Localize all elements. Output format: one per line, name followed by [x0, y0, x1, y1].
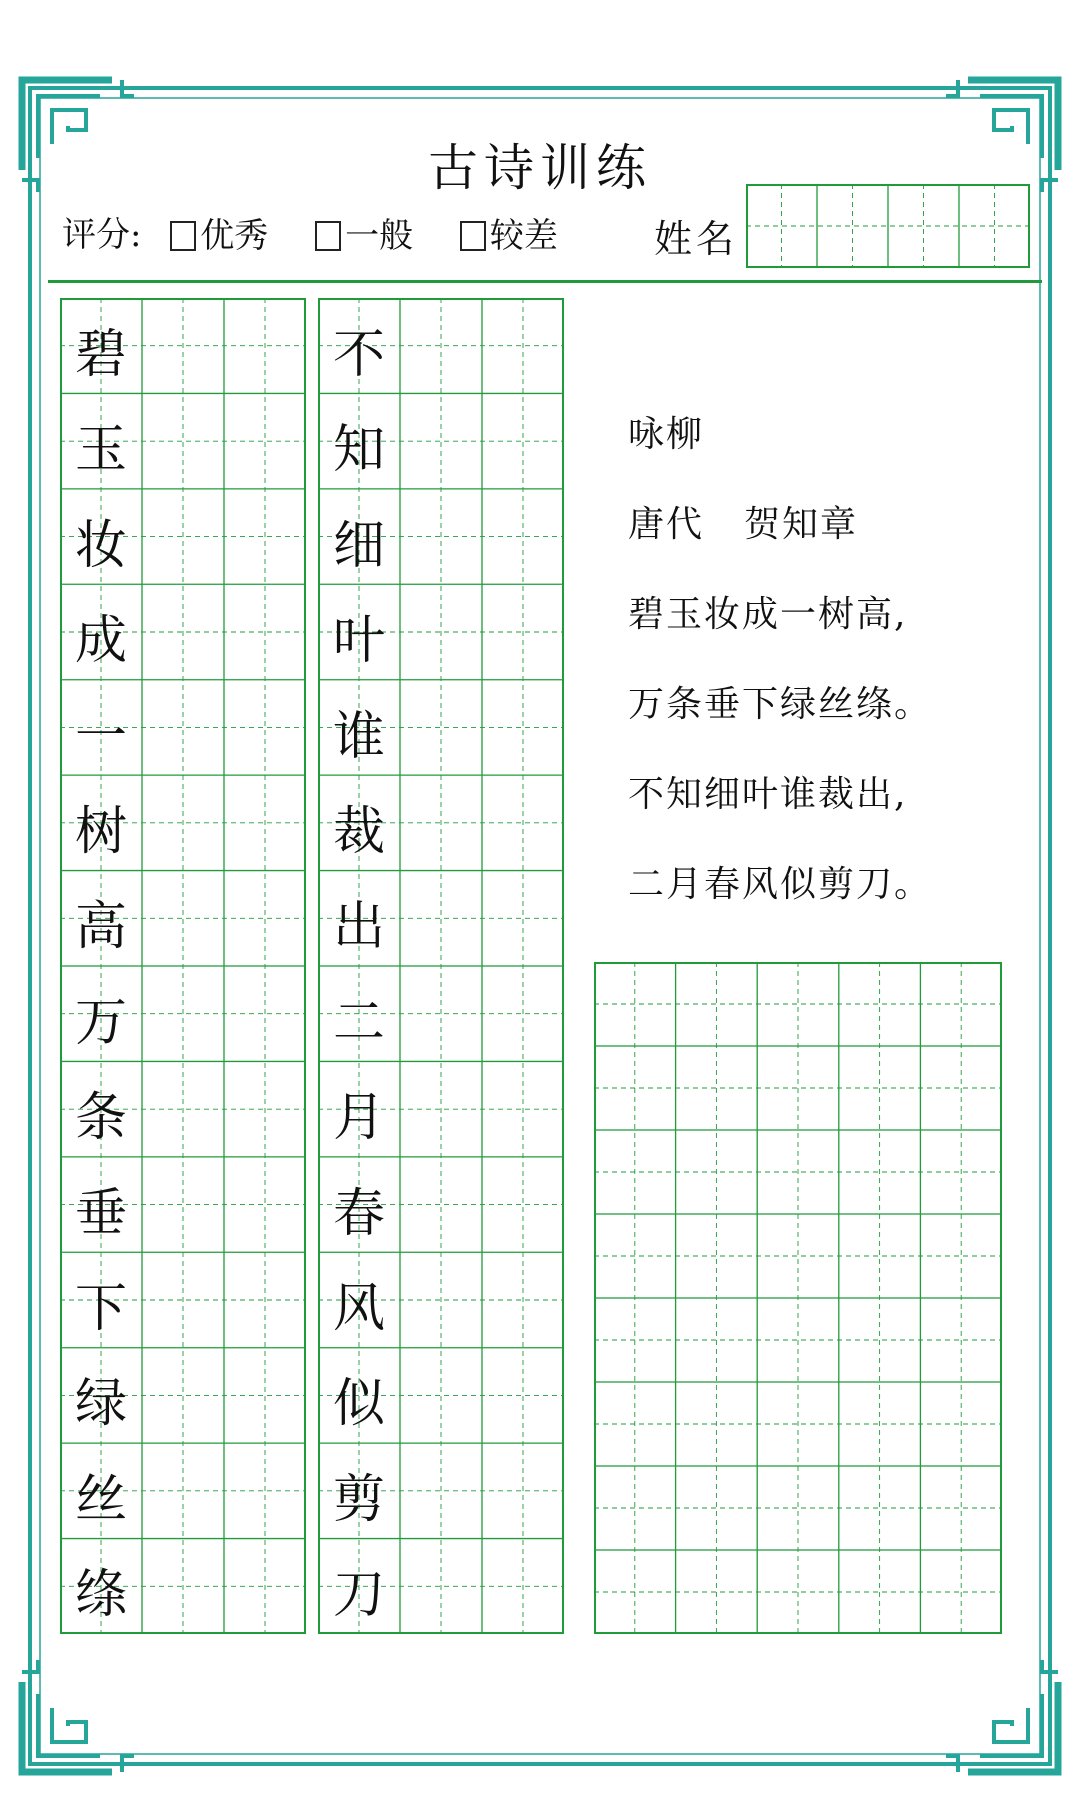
- model-character: 条: [74, 1088, 127, 1149]
- model-character: 玉: [74, 420, 127, 481]
- model-character: 绦: [74, 1565, 127, 1626]
- model-character: 丝: [74, 1469, 127, 1530]
- rating-option-poor[interactable]: 较差: [460, 211, 558, 259]
- checkbox-icon[interactable]: [315, 221, 341, 251]
- model-character: 下: [74, 1279, 127, 1339]
- poem-line: 二月春风似剪刀。: [628, 864, 933, 905]
- model-character: 谁: [332, 706, 385, 767]
- model-character: 剪: [332, 1469, 385, 1530]
- model-character: 出: [332, 897, 385, 958]
- practice-grid-right[interactable]: [594, 962, 1002, 1634]
- model-character: 似: [332, 1374, 385, 1435]
- header-divider: [48, 280, 1042, 283]
- rating-option-average[interactable]: 一般: [315, 211, 413, 259]
- model-character: 裁: [332, 802, 385, 862]
- worksheet-title: 古诗训练: [428, 139, 652, 197]
- model-character: 叶: [332, 611, 385, 672]
- checkbox-icon[interactable]: [460, 221, 486, 251]
- poem-author: 贺知章: [744, 504, 859, 545]
- model-character: 成: [74, 611, 127, 672]
- name-input-grid[interactable]: [746, 184, 1030, 268]
- model-character: 万: [74, 992, 127, 1053]
- rating-option-excellent[interactable]: 优秀: [170, 211, 268, 259]
- name-label: 姓名: [654, 217, 739, 261]
- model-character: 碧: [74, 325, 127, 385]
- poem-dynasty: 唐代: [628, 504, 705, 545]
- model-character: 知: [332, 420, 385, 481]
- checkbox-icon[interactable]: [170, 221, 196, 251]
- model-character: 树: [74, 802, 127, 862]
- model-character: 妆: [74, 515, 127, 576]
- rating-row: [62, 210, 594, 256]
- model-character: 垂: [74, 1183, 127, 1244]
- model-character: 绿: [74, 1374, 127, 1435]
- model-character: 风: [332, 1279, 385, 1339]
- model-character: 刀: [332, 1565, 385, 1626]
- poem-title: 咏柳: [628, 414, 705, 455]
- poem-byline: [628, 496, 858, 547]
- model-character: 月: [332, 1088, 385, 1149]
- model-character: 二: [332, 992, 385, 1053]
- model-character: 不: [332, 325, 385, 385]
- model-character: 细: [332, 515, 385, 576]
- rating-label: 评分:: [62, 215, 142, 255]
- model-character: 高: [74, 897, 127, 958]
- poem-line: 万条垂下绿丝绦。: [628, 684, 933, 725]
- model-character: 一: [74, 706, 127, 767]
- model-character: 春: [332, 1183, 385, 1244]
- poem-line: 碧玉妆成一树高,: [628, 594, 908, 635]
- poem-line: 不知细叶谁裁出,: [628, 774, 908, 815]
